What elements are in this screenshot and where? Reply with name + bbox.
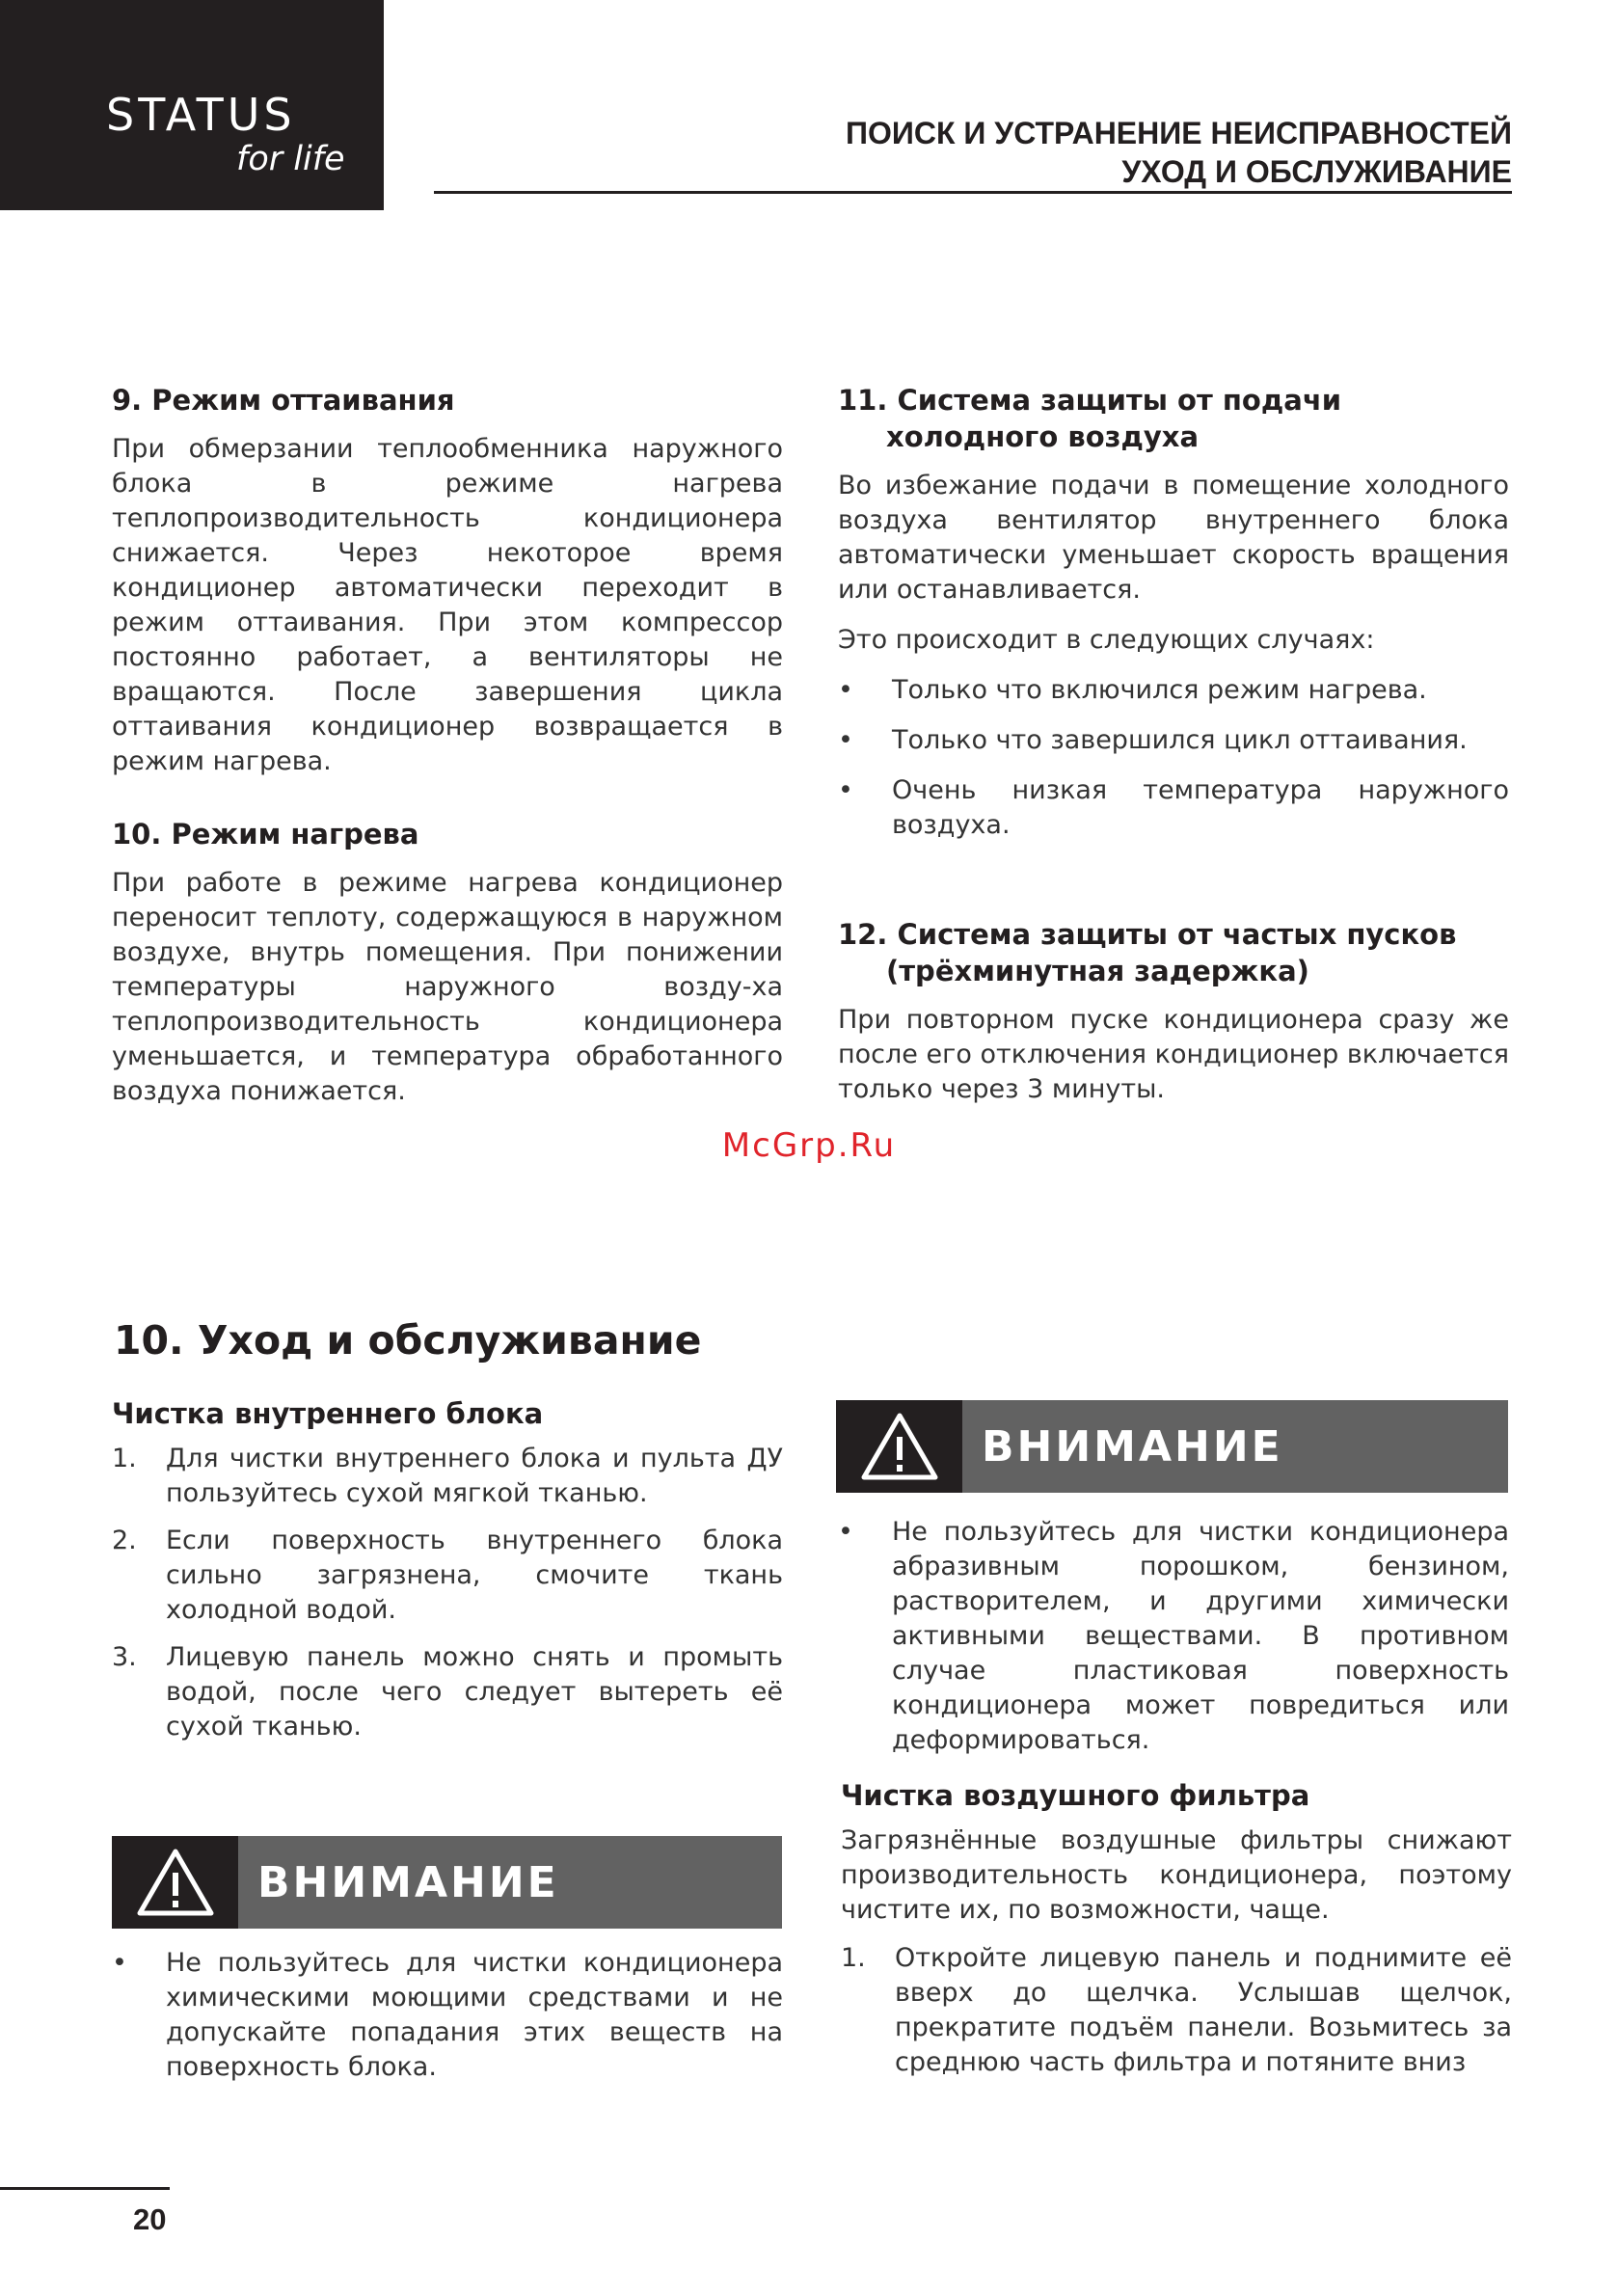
bullet: • [838, 675, 853, 705]
list-item [838, 723, 1509, 758]
section-text: При работе в режиме нагрева кондиционер переносит теплоту, содержащуюся в наружном воздухе, внутрь помещения. При понижении температуры наружного возду-ха теплопроизводительность кондиционера уменьшается, и температура обработанного воздуха понижается. [112, 868, 783, 1106]
section-title-line-1: 12. Система защиты от частых пусков [838, 918, 1457, 951]
bullet: • [838, 775, 853, 805]
step-number: 3. [112, 1642, 137, 1672]
section-title: 10. Режим нагрева [112, 818, 419, 851]
section-title: 9. Режим оттаивания [112, 384, 455, 417]
list-item-text: Только что включился режим нагрева. [892, 675, 1427, 705]
list-item [838, 673, 1509, 708]
section-title: Чистка внутреннего блока [112, 1397, 544, 1430]
list-item [112, 1524, 783, 1628]
list-item [112, 1640, 783, 1744]
warning-label: ВНИМАНИЕ [962, 1400, 1508, 1493]
section-frequent-start-protection [838, 916, 1509, 1107]
section-defrost [112, 382, 783, 779]
step-number: 2. [112, 1526, 137, 1555]
list-item-text: Лицевую панель можно снять и промыть водой, после чего следует вытереть её сухой тканью. [166, 1642, 783, 1742]
footer-divider [0, 2187, 170, 2190]
warning-list [838, 1515, 1509, 1758]
section-title-line-2: (трёхминутная задержка) [886, 955, 1309, 987]
warning-banner [112, 1836, 782, 1929]
list-item-text: Не пользуйтесь для чистки кондиционера абразивным порошком, бензином, растворителем, и другими химически активными веществами. В противном случае пластиковая поверхность кондиционера может повредиться или деформироваться. [892, 1517, 1509, 1755]
section-title [838, 916, 1509, 989]
list-item [841, 1941, 1512, 2080]
list-item [838, 1515, 1509, 1758]
cases-intro: Это происходит в следующих случаях: [838, 625, 1375, 655]
bullet: • [838, 1517, 853, 1547]
step-number: 1. [112, 1444, 137, 1473]
watermark: McGrp.Ru [721, 1126, 897, 1165]
header-line-2: УХОД И ОБСЛУЖИВАНИЕ [1121, 154, 1512, 189]
brand-name: STATUS [106, 89, 296, 141]
step-number: 1. [841, 1943, 866, 1973]
bullet: • [112, 1948, 127, 1978]
list-item [838, 773, 1509, 843]
list-item-text: Только что завершился цикл оттаивания. [892, 725, 1468, 755]
list-item-text: Если поверхность внутреннего блока сильно загрязнена, смочите ткань холодной водой. [166, 1526, 783, 1625]
section-title [838, 382, 1509, 455]
list-item-text: Откройте лицевую панель и поднимите её вверх до щелчка. Услышав щелчок, прекратите подъём панели. Возьмитесь за среднюю часть фильтра и потяните вниз [895, 1943, 1512, 2077]
list-item-text: Не пользуйтесь для чистки кондиционера химическими моющими средствами и не допускайте попадания этих веществ на поверхность блока. [166, 1948, 783, 2082]
bullet: • [838, 725, 853, 755]
chapter-title: 10. Уход и обслуживание [114, 1317, 702, 1364]
brand-tagline: for life [236, 140, 345, 178]
section-text: Во избежание подачи в помещение холодного воздуха вентилятор внутреннего блока автоматически уменьшает скорость вращения или останавливается. [838, 471, 1509, 605]
header-divider [434, 191, 1512, 194]
page-header [846, 114, 1512, 191]
section-text: Загрязнённые воздушные фильтры снижают производительность кондиционера, поэтому чистите их, по возможности, чаще. [841, 1825, 1512, 1925]
section-title-line-2: холодного воздуха [886, 420, 1200, 453]
section-heating [112, 816, 783, 1109]
header-line-1: ПОИСК И УСТРАНЕНИЕ НЕИСПРАВНОСТЕЙ [845, 116, 1512, 150]
section-title-line-1: 11. Система защиты от подачи [838, 384, 1342, 417]
section-text: При повторном пуске кондиционера сразу же после его отключения кондиционер включается только через 3 минуты. [838, 1005, 1509, 1104]
section-title: Чистка воздушного фильтра [841, 1779, 1310, 1812]
warning-list [112, 1946, 783, 2085]
brand-logo [0, 0, 384, 210]
list-item [112, 1946, 783, 2085]
list-item-text: Очень низкая температура наружного воздуха. [892, 775, 1509, 840]
warning-label: ВНИМАНИЕ [238, 1836, 782, 1929]
section-indoor-cleaning [112, 1395, 783, 1744]
page-number: 20 [133, 2202, 167, 2236]
section-cold-air-protection [838, 382, 1509, 843]
list-item [112, 1442, 783, 1511]
warning-icon [112, 1836, 238, 1929]
section-text: При обмерзании теплообменника наружного блока в режиме нагрева теплопроизводительность кондиционера снижается. Через некоторое время кондиционер автоматически переходит в режим оттаивания. При этом компрессор постоянно работает, а вентиляторы не вращаются. После завершения цикла оттаивания кондиционер возвращается в режим нагрева. [112, 434, 783, 776]
list-item-text: Для чистки внутреннего блока и пульта ДУ пользуйтесь сухой мягкой тканью. [166, 1444, 783, 1508]
warning-icon [836, 1400, 962, 1493]
section-filter-cleaning [841, 1777, 1512, 2080]
warning-banner [836, 1400, 1508, 1493]
